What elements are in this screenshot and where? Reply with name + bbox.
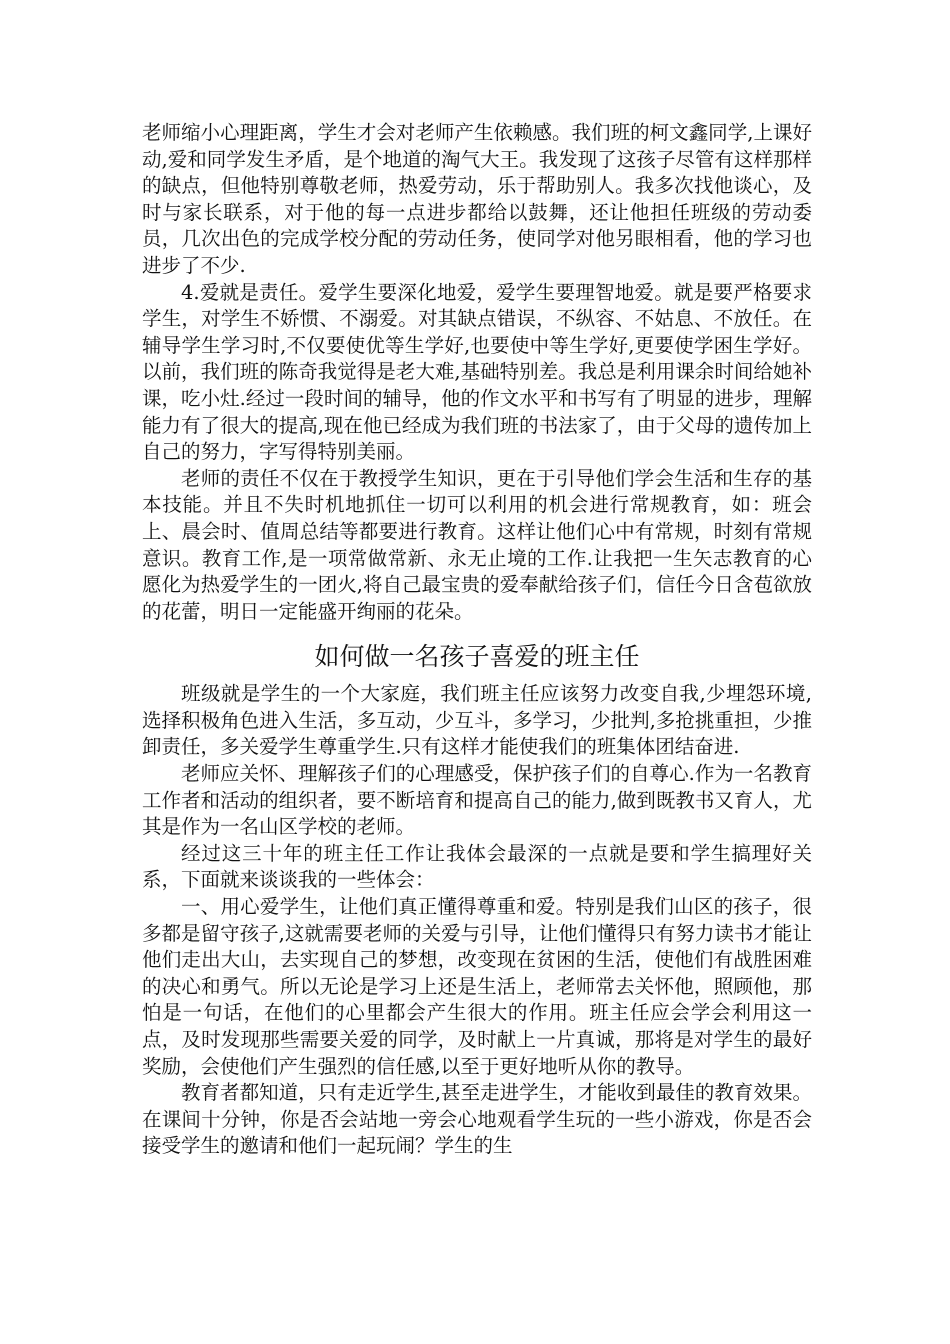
paragraph-love-is-responsibility: 4.爱就是责任。爱学生要深化地爱，爱学生要理智地爱。就是要严格要求学生，对学生不娇惯、不溺爱。对其缺点错误，不纵容、不姑息、不放任。在辅导学生学习时,不仅要使优等生学好,也要使中等生学好,更要使学困生学好。以前，我们班的陈奇我觉得是老大难,基础特别差。我总是利用课余时间给她补课，吃小灶.经过一段时间的辅导，他的作文水平和书写有了明显的进步，理解能力有了很大的提高,现在他已经成为我们班的书法家了，由于父母的遗传加上自己的努力，字写得特别美丽。 bbox=[142, 280, 812, 464]
paragraph-continuation: 老师缩小心理距离，学生才会对老师产生依赖感。我们班的柯文鑫同学,上课好动,爱和同学发生矛盾，是个地道的淘气大王。我发现了这孩子尽管有这样那样的缺点，但他特别尊敬老师，热爱劳动，乐于帮助别人。我多次找他谈心，及时与家长联系，对于他的每一点进步都给以鼓舞，还让他担任班级的劳动委员，几次出色的完成学校分配的劳动任务，使同学对他另眼相看，他的学习也进步了不少. bbox=[142, 121, 812, 277]
paragraph-thirty-years: 经过这三十年的班主任工作让我体会最深的一点就是要和学生搞理好关系，下面就来谈谈我的一些体会： bbox=[142, 841, 812, 892]
document-page bbox=[142, 120, 812, 1160]
section-heading: 如何做一名孩子喜爱的班主任 bbox=[314, 642, 640, 672]
paragraph-teacher-responsibility: 老师的责任不仅在于教授学生知识，更在于引导他们学会生活和生存的基本技能。并且不失时机地抓住一切可以利用的机会进行常规教育，如：班会上、晨会时、值周总结等都要进行教育。这样让他们心中有常规，时刻有常规意识。教育工作,是一项常做常新、永无止境的工作.让我把一生矢志教育的心愿化为热爱学生的一团火,将自己最宝贵的爱奉献给孩子们，信任今日含苞欲放的花蕾，明日一定能盛开绚丽的花朵。 bbox=[142, 466, 812, 623]
paragraph-care-understand: 老师应关怀、理解孩子们的心理感受，保护孩子们的自尊心.作为一名教育工作者和活动的组织者，要不断培育和提高自己的能力,做到既教书又育人，尤其是作为一名山区学校的老师。 bbox=[142, 762, 812, 839]
paragraph-class-family: 班级就是学生的一个大家庭，我们班主任应该努力改变自我,少埋怨环境,选择积极角色进入生活，多互动，少互斗，多学习，少批判,多抢挑重担，少推卸责任，多关爱学生尊重学生.只有这样才能使我们的班集体团结奋进. bbox=[142, 682, 812, 759]
paragraph-approach-students: 教育者都知道，只有走近学生,甚至走进学生，才能收到最佳的教育效果。在课间十分钟，你是否会站地一旁会心地观看学生玩的一些小游戏，你是否会接受学生的邀请和他们一起玩闹？学生的生 bbox=[142, 1081, 812, 1158]
paragraph-love-students: 一、用心爱学生，让他们真正懂得尊重和爱。特别是我们山区的孩子，很多都是留守孩子,这就需要老师的关爱与引导，让他们懂得只有努力读书才能让他们走出大山，去实现自己的梦想，改变现在贫困的生活，使他们有战胜困难的决心和勇气。所以无论是学习上还是生活上，老师常去关怀他，照顾他，那怕是一句话，在他们的心里都会产生很大的作用。班主任应会学会利用这一点，及时发现那些需要关爱的同学，及时献上一片真诚，那将是对学生的最好奖励，会使他们产生强烈的信任感,以至于更好地听从你的教导。 bbox=[142, 895, 812, 1078]
